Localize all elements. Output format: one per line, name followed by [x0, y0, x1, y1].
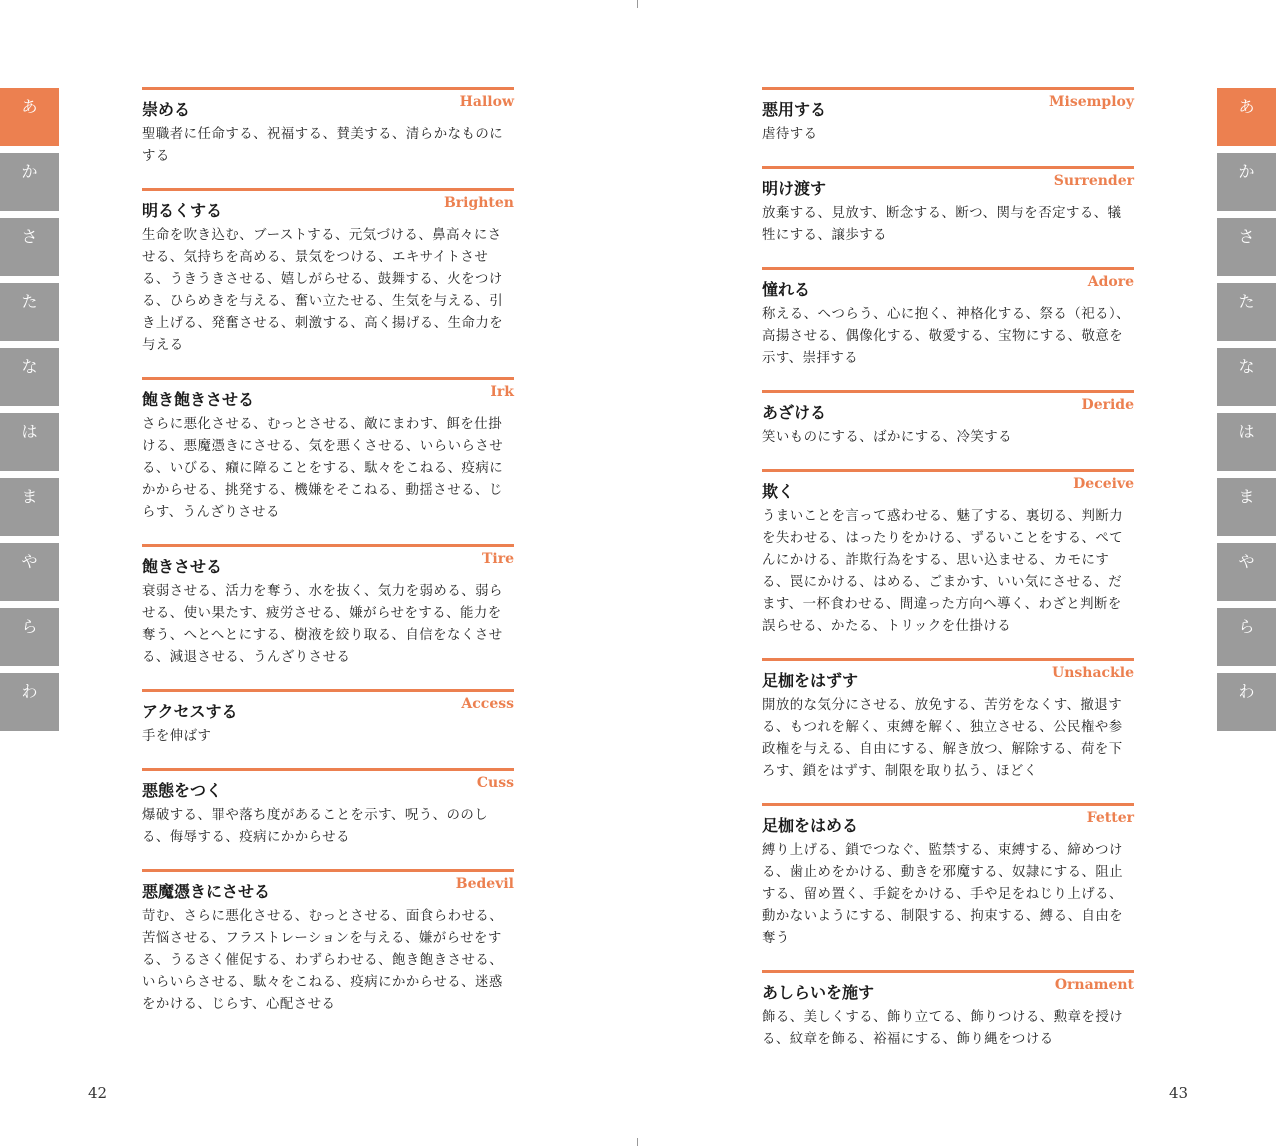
dictionary-entry	[142, 188, 514, 357]
entry-english: Surrender	[1053, 173, 1134, 189]
thumb-index-left	[0, 88, 59, 738]
tab-ha[interactable]: は	[1217, 413, 1276, 471]
entry-headword: 足枷をはずす	[762, 671, 859, 690]
tab-wa[interactable]: わ	[0, 673, 59, 731]
dictionary-entry	[762, 803, 1134, 950]
entry-definition: 虐待する	[762, 127, 818, 142]
left-page-entries	[142, 87, 514, 1036]
entry-definition: 放棄する、見放す、断念する、断つ、関与を否定する、犠牲にする、譲歩する	[762, 206, 1122, 243]
entry-english: Access	[461, 696, 514, 712]
entry-english: Hallow	[459, 94, 514, 110]
entry-english: Deride	[1081, 397, 1134, 413]
dictionary-entry	[762, 469, 1134, 638]
entry-english: Adore	[1087, 274, 1134, 290]
tab-ya[interactable]: や	[0, 543, 59, 601]
entry-english: Cuss	[476, 775, 514, 791]
entry-headword: あしらいを施す	[762, 983, 875, 1002]
entry-english: Brighten	[443, 195, 514, 211]
tab-ka[interactable]: か	[0, 153, 59, 211]
tab-a[interactable]: あ	[1217, 88, 1276, 146]
tab-sa[interactable]: さ	[0, 218, 59, 276]
tab-ta[interactable]: た	[1217, 283, 1276, 341]
entry-headword: 悪態をつく	[142, 781, 223, 800]
dictionary-entry	[142, 544, 514, 669]
dictionary-entry	[142, 377, 514, 524]
entry-definition: 衰弱させる、活力を奪う、水を抜く、気力を弱める、弱らせる、使い果たす、疲労させる、嫌がらせをする、能力を奪う、へとへとにする、樹液を絞り取る、自信をなくさせる、減退させる、うんざりさせる	[142, 584, 503, 665]
entry-english: Misemploy	[1049, 94, 1134, 110]
tab-sa[interactable]: さ	[1217, 218, 1276, 276]
tab-ya[interactable]: や	[1217, 543, 1276, 601]
crop-mark	[637, 1138, 638, 1146]
entry-headword: あざける	[762, 403, 827, 422]
tab-ta[interactable]: た	[0, 283, 59, 341]
entry-english: Ornament	[1054, 977, 1134, 993]
entry-english: Bedevil	[455, 876, 514, 892]
entry-definition: 苛む、さらに悪化させる、むっとさせる、面食らわせる、苦悩させる、フラストレーションを与える、嫌がらせをする、うるさく催促する、わずらわせる、飽き飽きさせる、いらいらさせる、駄々をこねる、疫病にかからせる、迷惑をかける、じらす、心配させる	[142, 909, 504, 1012]
entry-headword: 悪魔憑きにさせる	[142, 882, 271, 901]
dictionary-entry	[762, 267, 1134, 370]
dictionary-entry	[762, 970, 1134, 1051]
entry-headword: 憧れる	[762, 280, 811, 299]
entry-english: Deceive	[1073, 476, 1134, 492]
entry-definition: 笑いものにする、ばかにする、冷笑する	[762, 430, 1013, 445]
dictionary-entry	[762, 166, 1134, 247]
tab-ma[interactable]: ま	[0, 478, 59, 536]
entry-definition: うまいことを言って惑わせる、魅了する、裏切る、判断力を失わせる、はったりをかける、ずるいことをする、ぺてんにかける、詐欺行為をする、思い込ませる、カモにする、罠にかける、はめる、ごまかす、いい気にさせる、だます、一杯食わせる、間違った方向へ導く、わざと判断を誤らせる、かたる、トリックを仕掛ける	[762, 509, 1124, 634]
tab-a[interactable]: あ	[0, 88, 59, 146]
tab-ka[interactable]: か	[1217, 153, 1276, 211]
dictionary-entry	[142, 869, 514, 1016]
tab-wa[interactable]: わ	[1217, 673, 1276, 731]
tab-ra[interactable]: ら	[0, 608, 59, 666]
entry-definition: 聖職者に任命する、祝福する、賛美する、清らかなものにする	[142, 127, 504, 164]
entry-headword: 明るくする	[142, 201, 223, 220]
entry-headword: 明け渡す	[762, 179, 827, 198]
dictionary-entry	[142, 689, 514, 748]
dictionary-entry	[762, 87, 1134, 146]
page-number-right: 43	[1169, 1084, 1189, 1102]
entry-headword: 崇める	[142, 100, 191, 119]
dictionary-entry	[762, 658, 1134, 783]
entry-headword: 飽き飽きさせる	[142, 390, 255, 409]
entry-definition: 縛り上げる、鎖でつなぐ、監禁する、束縛する、締めつける、歯止めをかける、動きを邪魔する、奴隷にする、阻止する、留め置く、手錠をかける、手や足をねじり上げる、動かないようにする、制限する、拘束する、縛る、自由を奪う	[762, 843, 1124, 946]
thumb-index-right	[1217, 88, 1276, 738]
tab-na[interactable]: な	[0, 348, 59, 406]
entry-definition: 爆破する、罪や落ち度があることを示す、呪う、ののしる、侮辱する、疫病にかからせる	[142, 808, 489, 845]
entry-english: Tire	[481, 551, 514, 567]
entry-definition: 飾る、美しくする、飾り立てる、飾りつける、勲章を授ける、紋章を飾る、裕福にする、飾り縄をつける	[762, 1010, 1124, 1047]
entry-headword: 悪用する	[762, 100, 827, 119]
entry-english: Irk	[490, 384, 514, 400]
entry-definition: 称える、へつらう、心に抱く、神格化する、祭る（祀る）、高揚させる、偶像化する、敬愛する、宝物にする、敬意を示す、崇拝する	[762, 307, 1131, 366]
dictionary-entry	[762, 390, 1134, 449]
entry-definition: 手を伸ばす	[142, 729, 212, 744]
right-page-entries	[762, 87, 1134, 1071]
tab-na[interactable]: な	[1217, 348, 1276, 406]
entry-headword: アクセスする	[142, 702, 238, 721]
crop-mark	[637, 0, 638, 8]
entry-headword: 欺く	[762, 482, 795, 501]
dictionary-entry	[142, 768, 514, 849]
page-number-left: 42	[88, 1084, 108, 1102]
dictionary-entry	[142, 87, 514, 168]
tab-ha[interactable]: は	[0, 413, 59, 471]
entry-headword: 足枷をはめる	[762, 816, 859, 835]
entry-english: Unshackle	[1052, 665, 1134, 681]
entry-headword: 飽きさせる	[142, 557, 223, 576]
entry-definition: 開放的な気分にさせる、放免する、苦労をなくす、撤退する、もつれを解く、束縛を解く、独立させる、公民権や参政権を与える、自由にする、解き放つ、解除する、荷を下ろす、鎖をはずす、制限を取り払う、ほどく	[762, 698, 1123, 779]
tab-ma[interactable]: ま	[1217, 478, 1276, 536]
tab-ra[interactable]: ら	[1217, 608, 1276, 666]
entry-definition: さらに悪化させる、むっとさせる、敵にまわす、餌を仕掛ける、悪魔憑きにさせる、気を悪くさせる、いらいらさせる、いびる、癪に障ることをする、駄々をこねる、疫病にかからせる、挑発する、機嫌をそこねる、動揺させる、じらす、うんざりさせる	[142, 417, 504, 520]
entry-definition: 生命を吹き込む、ブーストする、元気づける、鼻高々にさせる、気持ちを高める、景気をつける、エキサイトさせる、うきうきさせる、嬉しがらせる、鼓舞する、火をつける、ひらめきを与える、奮い立たせる、生気を与える、引き上げる、発奮させる、刺激する、高く揚げる、生命力を与える	[142, 228, 504, 353]
entry-english: Fetter	[1086, 810, 1134, 826]
